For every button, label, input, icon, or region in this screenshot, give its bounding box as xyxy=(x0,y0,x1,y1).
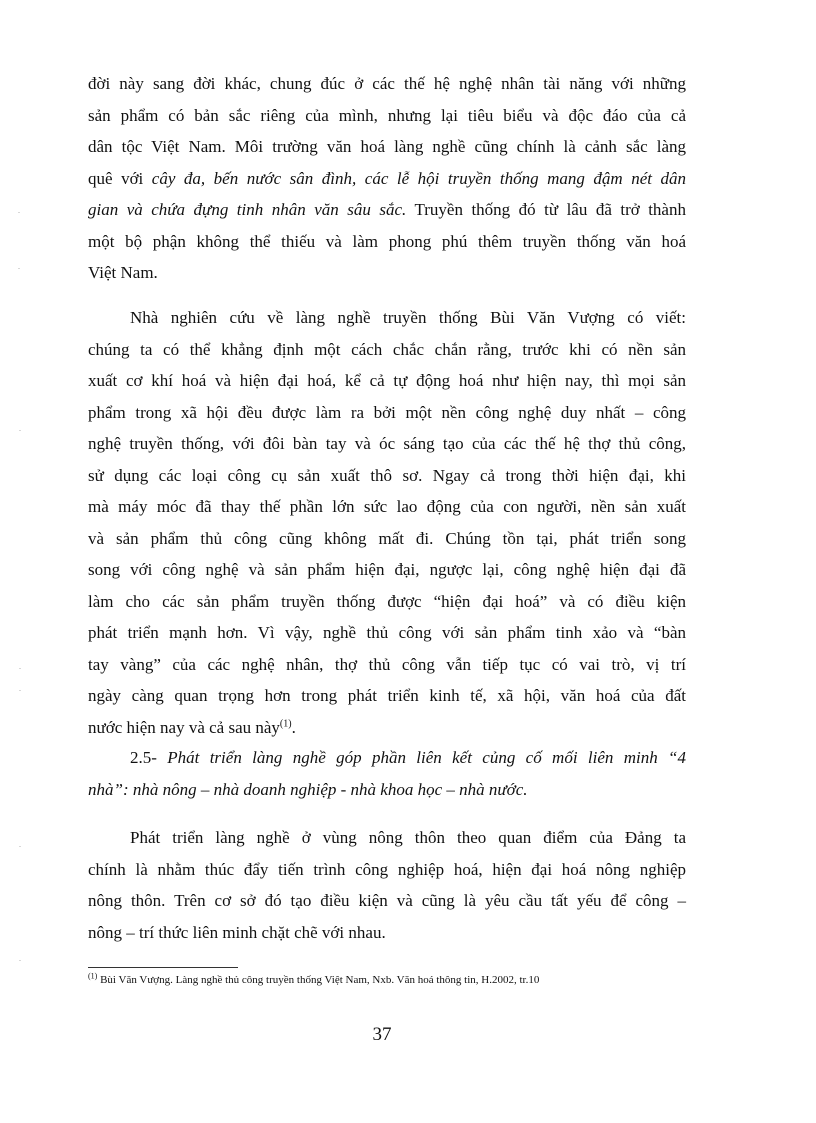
section-heading-2-5 xyxy=(88,742,686,805)
page-number: 37 xyxy=(372,1024,392,1045)
text-line: nghệ truyền thống, với đôi bàn tay và óc sáng tạo của các thế hệ thợ thủ công, xyxy=(88,434,686,453)
text-line: phẩm trong xã hội đều được làm ra bởi một nền công nghệ duy nhất – công xyxy=(88,402,686,422)
italic-phrase: cây đa, bến nước sân đình, các lễ hội truyền thống mang đậm nét dân xyxy=(151,168,686,188)
text-line: phát triển mạnh hơn. Vì vậy, nghề thủ công với sản phẩm tinh xảo và “bàn xyxy=(88,623,686,642)
scan-speck xyxy=(19,430,21,431)
text-line: một bộ phận không thể thiếu và làm phong phú thêm truyền thống văn hoá xyxy=(88,231,686,251)
italic-phrase: gian và chứa đựng tinh nhân văn sâu sắc. xyxy=(88,200,407,219)
text-line: sản phẩm có bản sắc riêng của mình, nhưng lại tiêu biểu và độc đáo của cả xyxy=(88,105,686,125)
footnote-text: Bùi Văn Vượng. Làng nghề thủ công truyền thống Việt Nam, Nxb. Văn hoá thông tin, H.2002, tr.10 xyxy=(97,974,540,986)
text-span: . xyxy=(291,717,296,737)
text-line: dân tộc Việt Nam. Môi trường văn hoá làng nghề cũng chính là cảnh sắc làng xyxy=(88,137,686,156)
scan-speck xyxy=(19,846,21,847)
text-line: mà máy móc đã thay thế phần lớn sức lao động của con người, nền sản xuất xyxy=(88,497,686,516)
heading-line xyxy=(88,774,686,806)
text-line: sử dụng các loại công cụ sản xuất thô sơ. Ngay cả trong thời hiện đại, khi xyxy=(88,465,686,485)
text-line: song với công nghệ và sản phẩm hiện đại, ngược lại, công nghệ hiện đại đã xyxy=(88,560,686,579)
text-span: nước hiện nay và cả sau này xyxy=(88,717,280,737)
footnote xyxy=(88,972,539,988)
text-line: đời này sang đời khác, chung đúc ở các thế hệ nghệ nhân tài năng với những xyxy=(88,74,686,93)
text-span: quê với xyxy=(88,168,152,188)
text-line: Phát triển làng nghề ở vùng nông thôn theo quan điểm của Đảng ta xyxy=(130,828,686,847)
text-line: chúng ta có thể khẳng định một cách chắc chắn rằng, trước khi có nền sản xyxy=(88,339,686,359)
text-line xyxy=(88,712,686,744)
footnote-marker: (1) xyxy=(88,971,98,981)
footnote-reference[interactable]: (1) xyxy=(279,717,292,729)
paragraph-2 xyxy=(88,302,686,743)
text-line: Việt Nam. xyxy=(88,263,158,282)
paragraph-1 xyxy=(88,68,686,289)
scan-speck xyxy=(18,212,20,213)
scan-speck xyxy=(19,690,21,691)
text-span: Truyền thống đó từ lâu đã trở thành xyxy=(406,200,686,219)
text-line: nông thôn. Trên cơ sở đó tạo điều kiện và cũng là yêu cầu tất yếu để công – xyxy=(88,891,686,910)
text-line xyxy=(88,194,686,226)
text-line: nông – trí thức liên minh chặt chẽ với nhau. xyxy=(88,922,386,942)
footnote-divider xyxy=(88,967,238,968)
scan-speck xyxy=(19,960,21,961)
heading-line xyxy=(88,742,686,774)
italic-phrase: Phát triển làng nghề góp phần liên kết củng cố mối liên minh “4 xyxy=(167,748,687,767)
text-line: xuất cơ khí hoá và hiện đại hoá, kể cả tự động hoá như hiện nay, thì mọi sản xyxy=(88,371,686,390)
text-line: Nhà nghiên cứu về làng nghề truyền thống Bùi Văn Vượng có viết: xyxy=(130,308,686,327)
text-line: chính là nhằm thúc đẩy tiến trình công nghiệp hoá, hiện đại hoá nông nghiệp xyxy=(88,859,686,879)
text-line: làm cho các sản phẩm truyền thống được “hiện đại hoá” và có điều kiện xyxy=(88,591,686,611)
section-number: 2.5- xyxy=(130,748,168,767)
italic-phrase: nhà”: nhà nông – nhà doanh nghiệp - nhà khoa học – nhà nước. xyxy=(88,779,528,799)
text-line xyxy=(88,163,686,195)
text-line: và sản phẩm thủ công cũng không mất đi. Chúng tồn tại, phát triển song xyxy=(88,528,686,548)
text-line: tay vàng” của các nghệ nhân, thợ thủ công vẫn tiếp tục có vai trò, vị trí xyxy=(88,654,686,674)
text-line: ngày càng quan trọng hơn trong phát triển kinh tế, xã hội, văn hoá của đất xyxy=(88,686,686,705)
paragraph-3 xyxy=(88,822,686,948)
scan-speck xyxy=(19,668,21,669)
scan-speck xyxy=(18,268,20,269)
